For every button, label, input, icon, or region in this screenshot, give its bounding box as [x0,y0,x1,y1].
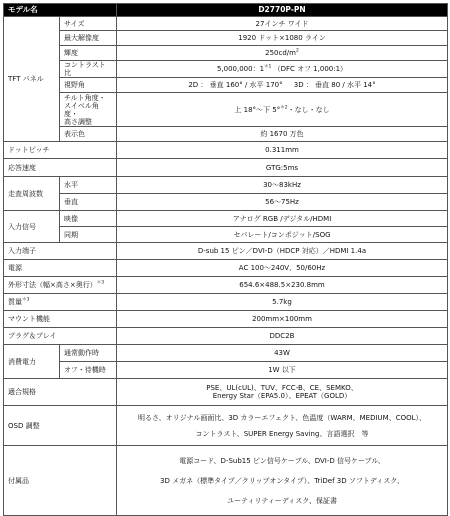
input-video-value: アナログ RGB /デジタル/HDMI [117,211,448,227]
viewing-angle-label: 視野角 [60,78,117,93]
resolution-value: 1920 ドット×1080 ライン [117,31,448,46]
spec-row-power-normal [4,345,448,362]
spec-row-dimensions [4,277,448,294]
scan-frequency-label: 走査周波数 [4,177,60,211]
spec-row-resolution [4,31,448,46]
spec-row-input-video [4,211,448,227]
spec-row-weight [4,294,448,311]
spec-row-standards [4,379,448,406]
size-label: サイズ [60,17,117,31]
resolution-label: 最大解像度 [60,31,117,46]
tilt-value: 上 18°～下 5°$^{*2}$・なし・なし [117,93,448,127]
colors-label: 表示色 [60,127,117,142]
contrast-value: 5,000,000：$1^{*1}$ （DFC オフ 1,000:1） [117,61,448,78]
dot-pitch-value: 0.311mm [117,142,448,159]
accessories-value: 電源コード、D-Sub15 ピン信号ケーブル、DVI-D 信号ケーブル、 3D メガネ（標準タイプ／クリップオンタイプ）、TriDef 3D ソフトディスク、 ユーティリティーディスク、保証書 [117,446,448,516]
spec-row-contrast [4,61,448,78]
power-standby-label: オフ・待機時 [60,362,117,379]
spec-row-terminal [4,243,448,260]
spec-row-response [4,159,448,177]
terminal-value: D-sub 15 ピン／DVI-D（HDCP 対応）／HDMI 1.4a [117,243,448,260]
header-row [4,4,448,17]
size-value: 27インチ ワイド [117,17,448,31]
power-consumption-label: 消費電力 [4,345,60,379]
dimensions-value: 654.6×488.5×230.8mm [117,277,448,294]
spec-row-scan-horizontal [4,177,448,194]
model-name: D2770P-PN [117,4,448,17]
scan-horizontal-value: 30～83kHz [117,177,448,194]
colors-value: 約 1670 万色 [117,127,448,142]
brightness-label: 輝度 [60,46,117,61]
spec-row-plug-and-play [4,328,448,345]
input-sync-label: 同期 [60,227,117,243]
spec-row-size [4,17,448,31]
spec-row-dot-pitch [4,142,448,159]
spec-row-brightness [4,46,448,61]
accessories-label: 付属品 [4,446,117,516]
spec-table [3,3,448,516]
standards-value: PSE、UL(cUL)、TUV、FCC-B、CE、SEMKO、 Energy Star（EPA5.0）、EPEAT（GOLD） [117,379,448,406]
power-normal-label: 通常動作時 [60,345,117,362]
dot-pitch-label: ドットピッチ [4,142,117,159]
plug-and-play-value: DDC2B [117,328,448,345]
response-label: 応答速度 [4,159,117,177]
spec-row-accessories [4,446,448,516]
input-sync-value: セパレート/コンポジット/SOG [117,227,448,243]
power-label: 電源 [4,260,117,277]
spec-row-mount [4,311,448,328]
header-label: モデル名 [4,4,117,17]
power-normal-value: 43W [117,345,448,362]
scan-vertical-label: 垂直 [60,194,117,211]
input-signal-label: 入力信号 [4,211,60,243]
standards-label: 適合規格 [4,379,117,406]
spec-row-scan-vertical [4,194,448,211]
scan-horizontal-label: 水平 [60,177,117,194]
terminal-label: 入力端子 [4,243,117,260]
mount-label: マウント機能 [4,311,117,328]
tft-panel-label: TFT パネル [4,17,60,142]
response-value: GTG:5ms [117,159,448,177]
spec-row-osd [4,406,448,446]
brightness-value: $250cd/m^2$ [117,46,448,61]
viewing-angle-value: 2D ： 垂直 160° / 水平 170° 3D ： 垂直 80 / 水平 14° [117,78,448,93]
dimensions-label: 外形寸法（幅×高さ×奥行）$^{*3}$ [4,277,117,294]
weight-value: 5.7kg [117,294,448,311]
power-value: AC 100～240V、50/60Hz [117,260,448,277]
tilt-label: チルト角度・ スイベル角度・ 高さ調整 [60,93,117,127]
spec-row-input-sync [4,227,448,243]
spec-row-colors [4,127,448,142]
weight-label: 質量$^{*3}$ [4,294,117,311]
plug-and-play-label: プラグ＆プレイ [4,328,117,345]
input-video-label: 映像 [60,211,117,227]
mount-value: 200mm×100mm [117,311,448,328]
osd-label: OSD 調整 [4,406,117,446]
spec-row-power [4,260,448,277]
power-standby-value: 1W 以下 [117,362,448,379]
osd-value: 明るさ、オリジナル画面比、3D カラーエフェクト、色温度（WARM、MEDIUM、COOL）、 コントラスト、SUPER Energy Saving、言語選択 等 [117,406,448,446]
contrast-label: コントラスト比 [60,61,117,78]
spec-row-power-standby [4,362,448,379]
spec-row-viewing-angle [4,78,448,93]
scan-vertical-value: 56～75Hz [117,194,448,211]
spec-row-tilt [4,93,448,127]
